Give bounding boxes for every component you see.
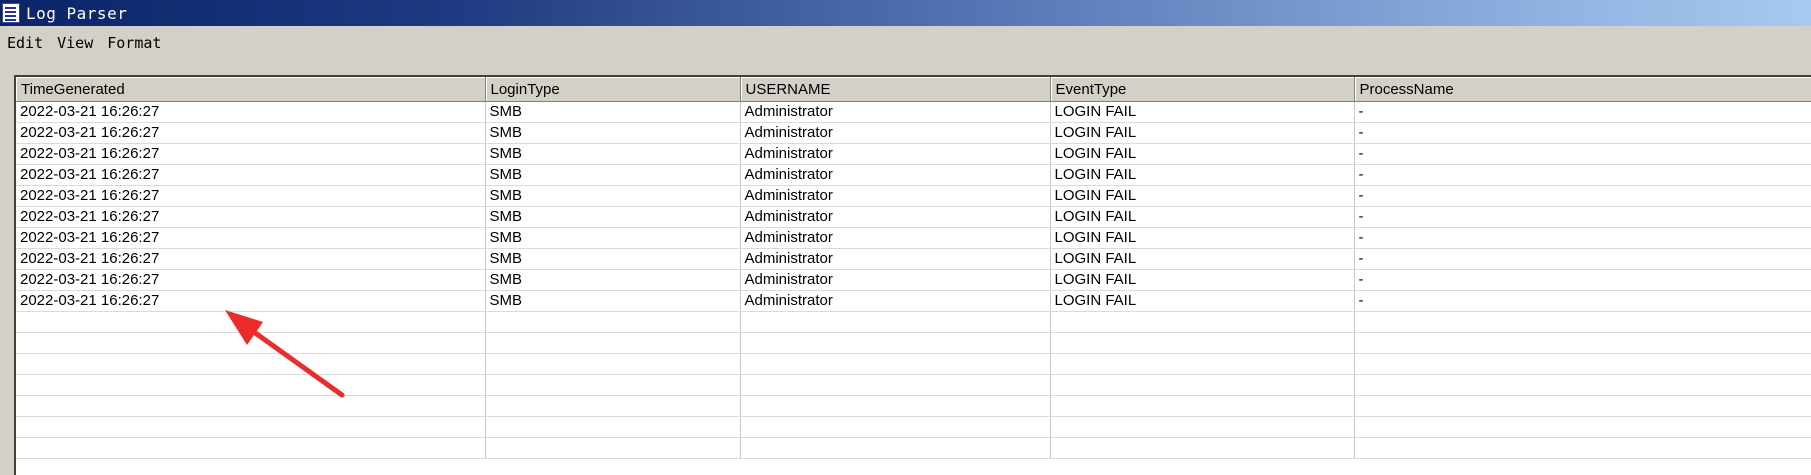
cell-logintype[interactable]: SMB: [485, 165, 740, 186]
cell-logintype[interactable]: SMB: [485, 144, 740, 165]
empty-cell[interactable]: [16, 375, 485, 396]
cell-timegenerated[interactable]: 2022-03-21 16:26:27: [16, 123, 485, 144]
empty-cell[interactable]: [740, 354, 1050, 375]
empty-row[interactable]: [16, 354, 1811, 375]
empty-cell[interactable]: [1050, 438, 1354, 459]
cell-username[interactable]: Administrator: [740, 186, 1050, 207]
cell-timegenerated[interactable]: 2022-03-21 16:26:27: [16, 144, 485, 165]
cell-username[interactable]: Administrator: [740, 270, 1050, 291]
empty-cell[interactable]: [1050, 333, 1354, 354]
empty-cell[interactable]: [1050, 354, 1354, 375]
cell-logintype[interactable]: SMB: [485, 270, 740, 291]
results-grid[interactable]: [14, 75, 1811, 475]
empty-row[interactable]: [16, 396, 1811, 417]
column-header-processname[interactable]: ProcessName: [1354, 77, 1811, 102]
empty-cell[interactable]: [740, 333, 1050, 354]
empty-cell[interactable]: [485, 375, 740, 396]
cell-processname[interactable]: -: [1354, 249, 1811, 270]
cell-processname[interactable]: -: [1354, 102, 1811, 123]
app-icon[interactable]: [2, 3, 20, 23]
cell-username[interactable]: Administrator: [740, 291, 1050, 312]
cell-username[interactable]: Administrator: [740, 165, 1050, 186]
cell-eventtype[interactable]: LOGIN FAIL: [1050, 228, 1354, 249]
cell-logintype[interactable]: SMB: [485, 291, 740, 312]
empty-cell[interactable]: [740, 438, 1050, 459]
cell-username[interactable]: Administrator: [740, 228, 1050, 249]
cell-username[interactable]: Administrator: [740, 123, 1050, 144]
table-row[interactable]: [16, 291, 1811, 312]
cell-logintype[interactable]: SMB: [485, 123, 740, 144]
cell-timegenerated[interactable]: 2022-03-21 16:26:27: [16, 102, 485, 123]
column-header-timegenerated[interactable]: TimeGenerated: [16, 77, 485, 102]
menu-view[interactable]: View: [57, 34, 94, 52]
empty-cell[interactable]: [16, 396, 485, 417]
cell-eventtype[interactable]: LOGIN FAIL: [1050, 144, 1354, 165]
cell-logintype[interactable]: SMB: [485, 207, 740, 228]
cell-processname[interactable]: -: [1354, 291, 1811, 312]
title-bar[interactable]: [0, 0, 1811, 26]
cell-eventtype[interactable]: LOGIN FAIL: [1050, 165, 1354, 186]
column-header-eventtype[interactable]: EventType: [1050, 77, 1354, 102]
cell-username[interactable]: Administrator: [740, 249, 1050, 270]
cell-eventtype[interactable]: LOGIN FAIL: [1050, 123, 1354, 144]
cell-processname[interactable]: -: [1354, 165, 1811, 186]
empty-cell[interactable]: [1354, 438, 1811, 459]
empty-cell[interactable]: [485, 312, 740, 333]
cell-processname[interactable]: -: [1354, 270, 1811, 291]
empty-row[interactable]: [16, 375, 1811, 396]
column-header-username[interactable]: USERNAME: [740, 77, 1050, 102]
cell-timegenerated[interactable]: 2022-03-21 16:26:27: [16, 165, 485, 186]
cell-logintype[interactable]: SMB: [485, 186, 740, 207]
cell-eventtype[interactable]: LOGIN FAIL: [1050, 249, 1354, 270]
cell-timegenerated[interactable]: 2022-03-21 16:26:27: [16, 291, 485, 312]
cell-eventtype[interactable]: LOGIN FAIL: [1050, 207, 1354, 228]
empty-cell[interactable]: [1050, 375, 1354, 396]
cell-logintype[interactable]: SMB: [485, 249, 740, 270]
empty-cell[interactable]: [16, 333, 485, 354]
empty-cell[interactable]: [16, 417, 485, 438]
cell-username[interactable]: Administrator: [740, 207, 1050, 228]
table-row[interactable]: [16, 249, 1811, 270]
cell-logintype[interactable]: SMB: [485, 228, 740, 249]
table-row[interactable]: [16, 165, 1811, 186]
cell-eventtype[interactable]: LOGIN FAIL: [1050, 186, 1354, 207]
column-header-logintype[interactable]: LoginType: [485, 77, 740, 102]
cell-timegenerated[interactable]: 2022-03-21 16:26:27: [16, 270, 485, 291]
table-row[interactable]: [16, 186, 1811, 207]
empty-cell[interactable]: [485, 417, 740, 438]
cell-timegenerated[interactable]: 2022-03-21 16:26:27: [16, 207, 485, 228]
table-row[interactable]: [16, 207, 1811, 228]
menu-format[interactable]: Format: [107, 34, 162, 52]
empty-cell[interactable]: [1354, 396, 1811, 417]
empty-cell[interactable]: [485, 333, 740, 354]
empty-cell[interactable]: [740, 417, 1050, 438]
cell-username[interactable]: Administrator: [740, 102, 1050, 123]
empty-cell[interactable]: [740, 396, 1050, 417]
window-title: Log Parser: [26, 3, 128, 23]
empty-cell[interactable]: [1050, 312, 1354, 333]
empty-cell[interactable]: [485, 354, 740, 375]
cell-username[interactable]: Administrator: [740, 144, 1050, 165]
empty-cell[interactable]: [1050, 417, 1354, 438]
empty-cell[interactable]: [485, 396, 740, 417]
cell-timegenerated[interactable]: 2022-03-21 16:26:27: [16, 228, 485, 249]
empty-cell[interactable]: [485, 438, 740, 459]
empty-cell[interactable]: [16, 312, 485, 333]
empty-row[interactable]: [16, 438, 1811, 459]
menu-bar: [0, 26, 1811, 60]
table-row[interactable]: [16, 144, 1811, 165]
empty-cell[interactable]: [1354, 312, 1811, 333]
header-row: [16, 77, 1811, 102]
empty-cell[interactable]: [1354, 333, 1811, 354]
table-row[interactable]: [16, 228, 1811, 249]
table-row[interactable]: [16, 270, 1811, 291]
grid-body: [16, 102, 1811, 459]
cell-timegenerated[interactable]: 2022-03-21 16:26:27: [16, 249, 485, 270]
table-row[interactable]: [16, 123, 1811, 144]
empty-row[interactable]: [16, 333, 1811, 354]
empty-cell[interactable]: [1354, 354, 1811, 375]
cell-processname[interactable]: -: [1354, 228, 1811, 249]
empty-cell[interactable]: [1354, 417, 1811, 438]
empty-row[interactable]: [16, 312, 1811, 333]
cell-eventtype[interactable]: LOGIN FAIL: [1050, 102, 1354, 123]
cell-processname[interactable]: -: [1354, 186, 1811, 207]
cell-logintype[interactable]: SMB: [485, 102, 740, 123]
empty-cell[interactable]: [16, 438, 485, 459]
cell-processname[interactable]: -: [1354, 144, 1811, 165]
results-table: [16, 77, 1811, 459]
cell-timegenerated[interactable]: 2022-03-21 16:26:27: [16, 186, 485, 207]
table-row[interactable]: [16, 102, 1811, 123]
empty-cell[interactable]: [740, 312, 1050, 333]
empty-cell[interactable]: [1050, 396, 1354, 417]
cell-eventtype[interactable]: LOGIN FAIL: [1050, 270, 1354, 291]
cell-eventtype[interactable]: LOGIN FAIL: [1050, 291, 1354, 312]
empty-cell[interactable]: [1354, 375, 1811, 396]
cell-processname[interactable]: -: [1354, 123, 1811, 144]
empty-cell[interactable]: [740, 375, 1050, 396]
empty-row[interactable]: [16, 417, 1811, 438]
menu-edit[interactable]: Edit: [7, 34, 44, 52]
cell-processname[interactable]: -: [1354, 207, 1811, 228]
empty-cell[interactable]: [16, 354, 485, 375]
